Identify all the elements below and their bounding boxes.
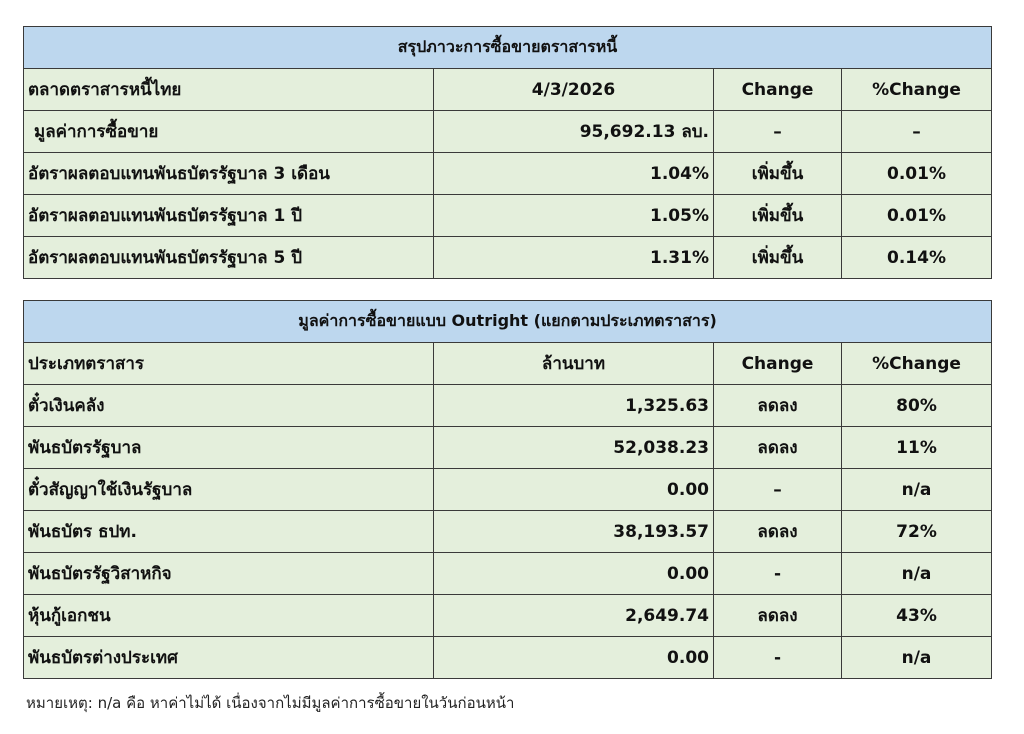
row-change: ลดลง	[714, 595, 842, 637]
row-value: 0.00	[434, 637, 714, 679]
summary-title-row	[24, 27, 992, 69]
row-pct-change: –	[842, 111, 992, 153]
row-pct-change: 80%	[842, 385, 992, 427]
row-value: 2,649.74	[434, 595, 714, 637]
table-row	[24, 637, 992, 679]
row-pct-change: n/a	[842, 553, 992, 595]
row-change: -	[714, 637, 842, 679]
summary-header-change: Change	[714, 69, 842, 111]
row-label: หุ้นกู้เอกชน	[24, 595, 434, 637]
summary-header-date: 4/3/2026	[434, 69, 714, 111]
table-row	[24, 237, 992, 279]
table-row	[24, 153, 992, 195]
row-value: 1.31%	[434, 237, 714, 279]
table-row	[24, 511, 992, 553]
row-change: เพิ่มขึ้น	[714, 237, 842, 279]
row-value: 1,325.63	[434, 385, 714, 427]
row-label: อัตราผลตอบแทนพันธบัตรรัฐบาล 1 ปี	[24, 195, 434, 237]
row-value: 1.05%	[434, 195, 714, 237]
row-value: 1.04%	[434, 153, 714, 195]
row-value: 95,692.13 ลบ.	[434, 111, 714, 153]
row-pct-change: 0.01%	[842, 153, 992, 195]
outright-header-row	[24, 343, 992, 385]
summary-header-market: ตลาดตราสารหนี้ไทย	[24, 69, 434, 111]
row-label: มูลค่าการซื้อขาย	[24, 111, 434, 153]
row-value: 0.00	[434, 553, 714, 595]
table-row	[24, 111, 992, 153]
row-label: พันธบัตรรัฐบาล	[24, 427, 434, 469]
footnote: หมายเหตุ: n/a คือ หาค่าไม่ได้ เนื่องจากไม่มีมูลค่าการซื้อขายในวันก่อนหน้า	[26, 694, 515, 712]
table-row	[24, 427, 992, 469]
row-change: ลดลง	[714, 385, 842, 427]
summary-header-row	[24, 69, 992, 111]
outright-trading-table	[23, 300, 992, 679]
row-pct-change: n/a	[842, 637, 992, 679]
row-value: 0.00	[434, 469, 714, 511]
row-label: พันธบัตร ธปท.	[24, 511, 434, 553]
table-row	[24, 385, 992, 427]
row-change: -	[714, 553, 842, 595]
row-pct-change: n/a	[842, 469, 992, 511]
row-pct-change: 11%	[842, 427, 992, 469]
table-row	[24, 195, 992, 237]
row-pct-change: 0.14%	[842, 237, 992, 279]
row-pct-change: 0.01%	[842, 195, 992, 237]
row-change: ลดลง	[714, 427, 842, 469]
row-change: ลดลง	[714, 511, 842, 553]
outright-header-pct-change: %Change	[842, 343, 992, 385]
row-change: เพิ่มขึ้น	[714, 195, 842, 237]
row-label: อัตราผลตอบแทนพันธบัตรรัฐบาล 5 ปี	[24, 237, 434, 279]
summary-header-pct-change: %Change	[842, 69, 992, 111]
row-value: 38,193.57	[434, 511, 714, 553]
row-label: พันธบัตรต่างประเทศ	[24, 637, 434, 679]
table-row	[24, 595, 992, 637]
outright-title-row	[24, 301, 992, 343]
row-change: –	[714, 111, 842, 153]
outright-header-value: ล้านบาท	[434, 343, 714, 385]
table-row	[24, 553, 992, 595]
row-pct-change: 72%	[842, 511, 992, 553]
outright-table-title: มูลค่าการซื้อขายแบบ Outright (แยกตามประเภทตราสาร)	[24, 301, 992, 343]
row-label: อัตราผลตอบแทนพันธบัตรรัฐบาล 3 เดือน	[24, 153, 434, 195]
row-label: ตั๋วสัญญาใช้เงินรัฐบาล	[24, 469, 434, 511]
row-label: พันธบัตรรัฐวิสาหกิจ	[24, 553, 434, 595]
summary-table-title: สรุปภาวะการซื้อขายตราสารหนี้	[24, 27, 992, 69]
bond-market-summary-table	[23, 26, 992, 279]
row-pct-change: 43%	[842, 595, 992, 637]
row-value: 52,038.23	[434, 427, 714, 469]
outright-header-type: ประเภทตราสาร	[24, 343, 434, 385]
outright-header-change: Change	[714, 343, 842, 385]
row-change: –	[714, 469, 842, 511]
row-change: เพิ่มขึ้น	[714, 153, 842, 195]
table-row	[24, 469, 992, 511]
row-label: ตั๋วเงินคลัง	[24, 385, 434, 427]
